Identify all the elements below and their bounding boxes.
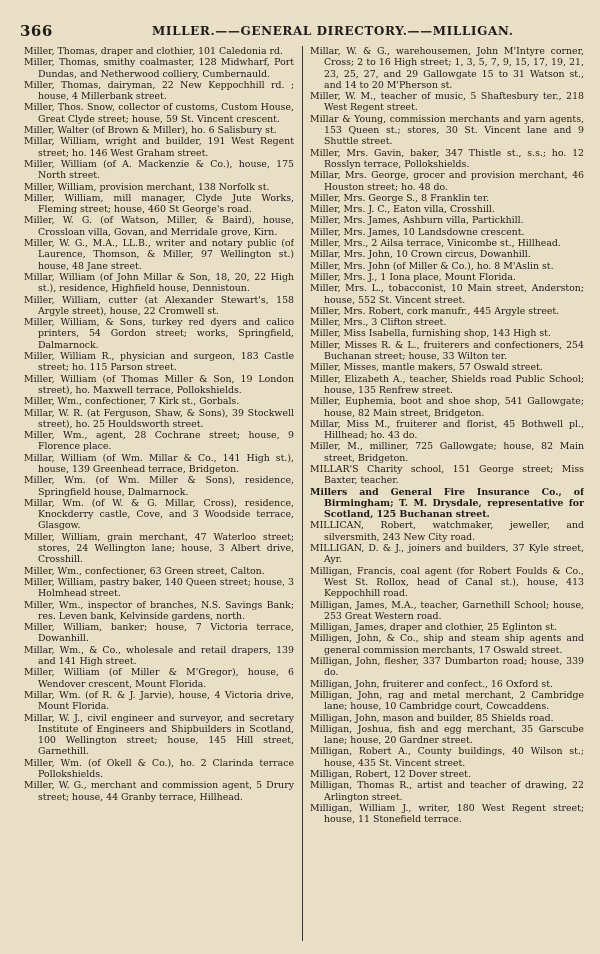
directory-entry: Miller, Wm. (of Okell & Co.), ho. 2 Clarinda terrace Pollokshields. <box>24 757 294 780</box>
running-head: MILLER.——GENERAL DIRECTORY.——MILLIGAN. <box>152 24 514 38</box>
directory-entry: Miller, Wm. (of Wm. Miller & Sons), residence, Springfield house, Dalmarnock. <box>24 475 294 498</box>
directory-entry: Millar, Wm. (of W. & G. Millar, Cross), residence, Knockderry castle, Cove, and 3 Woodside terrace, Glasgow. <box>24 497 294 532</box>
directory-entry: Milligen, John, & Co., ship and steam ship agents and general commission merchants, 17 Oswald street. <box>310 633 584 656</box>
directory-entry: Miller, William, pastry baker, 140 Queen street; house, 3 Holmhead street. <box>24 576 294 600</box>
directory-entry: Miller, M., milliner, 725 Gallowgate; house, 82 Main street, Bridgeton. <box>310 441 584 464</box>
directory-entry: Miller, Mrs. J., 1 Iona place, Mount Florida. <box>310 271 516 283</box>
page-header <box>0 0 600 40</box>
directory-entry: Miller, William, cutter (at Alexander Stewart's, 158 Argyle street), house, 22 Cromwell st. <box>24 294 294 317</box>
directory-entry: Millar, W. J., civil engineer and surveyor, and secretary Institute of Engineers and Shipbuilders in Scotland, 100 Wellington street; house, 145 Hill street, Garnethill. <box>24 712 294 758</box>
directory-entry: Milligan, John, flesher, 337 Dumbarton road; house, 339 do. <box>310 656 584 679</box>
directory-entry: MILLAR'S Charity school, 151 George street; Miss Baxter, teacher. <box>310 463 584 487</box>
directory-entry: Miller, Wm., agent, 28 Cochrane street; house, 9 Florence place. <box>24 430 294 453</box>
directory-entry: Milligan, John, mason and builder, 85 Shields road. <box>310 712 554 724</box>
directory-entry: Miller, William, mill manager, Clyde Jute Works, Fleming street; house, 460 St George's road. <box>24 192 294 216</box>
column-divider <box>302 46 303 941</box>
directory-entry: Millar & Young, commission merchants and yarn agents, 153 Queen st.; stores, 30 St. Vincent lane and 9 Shuttle street. <box>310 113 584 148</box>
directory-entry: Millar, Mrs. John, 10 Crown circus, Dowanhill. <box>310 249 531 261</box>
directory-entry: Millar, Mrs. George, grocer and provision merchant, 46 Houston street; ho. 48 do. <box>310 170 584 193</box>
directory-entry: Miller, Euphemia, boot and shoe shop, 541 Gallowgate; house, 82 Main street, Bridgeton. <box>310 396 584 419</box>
directory-entry: Miller, William, provision merchant, 138 Norfolk st. <box>24 181 270 193</box>
directory-entry: Miller, Wm., inspector of branches, N.S. Savings Bank; res. Leven bank, Kelvinside gardens, north. <box>24 599 294 622</box>
directory-entry: Miller, Misses, mantle makers, 57 Oswald street. <box>310 362 543 374</box>
directory-entry: Miller, Mrs., 2 Ailsa terrace, Vinicombe st., Hillhead. <box>310 238 561 250</box>
directory-entry: Milligan, James, draper and clothier, 25 Eglinton st. <box>310 622 557 634</box>
directory-entry: Miller, Mrs. J. C., Eaton villa, Crosshill. <box>310 204 495 216</box>
directory-entry: Milligan, Robert, 12 Dover street. <box>310 769 471 780</box>
directory-entry: Millers and General Fire Insurance Co., of Birmingham; T. M. Drysdale, representative for Scotland, 125 Buchanan street. <box>310 486 584 521</box>
directory-entry: Miller, William, banker; house, 7 Victoria terrace, Dowanhill. <box>24 622 294 645</box>
directory-entry: Miller, Mrs., 3 Clifton street. <box>310 317 447 329</box>
directory-entry: MILLIGAN, D. & J., joiners and builders, 37 Kyle street, Ayr. <box>310 543 584 566</box>
directory-entry: Miller, Mrs. John (of Miller & Co.), ho. 8 M'Aslin st. <box>310 260 554 272</box>
left-column <box>24 46 294 946</box>
directory-entry: Millar, W. R. (at Ferguson, Shaw, & Sons), 39 Stockwell street), ho. 25 Houldsworth street. <box>24 407 294 430</box>
directory-entry: Milligan, Francis, coal agent (for Robert Foulds & Co., West St. Rollox, head of Canal st.), house, 413 Keppochhill road. <box>310 565 584 600</box>
directory-entry: Millar, William (of John Millar & Son, 18, 20, 22 High st.), residence, Highfield house, Dennistoun. <box>24 271 294 295</box>
directory-entry: Millar, Miss M., fruiterer and florist, 45 Bothwell pl., Hillhead; ho. 43 do. <box>310 418 584 442</box>
directory-entry: Millar, William (of Wm. Millar & Co., 141 High st.), house, 139 Greenhead terrace, Bridgeton. <box>24 452 294 475</box>
right-column <box>310 46 584 946</box>
directory-entry: Miller, William (of Thomas Miller & Son, 19 London street), ho. Maxwell terrace, Pollokshields. <box>24 373 294 396</box>
directory-entry: Miller, Mrs. Gavin, baker, 347 Thistle st., s.s.; ho. 12 Rosslyn terrace, Pollokshields. <box>310 147 584 170</box>
directory-entry: Miller, Wm., confectioner, 63 Green street, Calton. <box>24 565 265 577</box>
directory-entry: Miller, Thomas, smithy coalmaster, 128 Midwharf, Port Dundas, and Netherwood colliery, Cumbernauld. <box>24 57 294 80</box>
directory-entry: Miller, W. G. (of Watson, Miller, & Baird), house, Crossloan villa, Govan, and Merridale grove, Kirn. <box>24 215 294 238</box>
directory-entry: Millar, Wm. (of R. & J. Jarvie), house, 4 Victoria drive, Mount Florida. <box>24 689 294 713</box>
directory-entry: Miller, Thomas, dairyman, 22 New Keppochhill rd. ; house, 4 Millerbank street. <box>24 79 294 103</box>
directory-entry: Millar, William, wright and builder, 191 West Regent street; ho. 146 West Graham street. <box>24 136 294 159</box>
directory-entry: Milligan, Joshua, fish and egg merchant, 35 Garscube lane; house, 20 Gardner street. <box>310 723 584 747</box>
directory-entry: Miller, Mrs. Robert, cork manufr., 445 Argyle street. <box>310 305 560 317</box>
directory-entry: Milligan, Robert A., County buildings, 40 Wilson st.; house, 435 St. Vincent street. <box>310 746 584 769</box>
directory-entry: Milligan, John, rag and metal merchant, 2 Cambridge lane; house, 10 Cambridge court, Cowcaddens. <box>310 689 584 713</box>
directory-entry: MILLICAN, Robert, watchmaker, jeweller, and silversmith, 243 New City road. <box>310 520 584 543</box>
directory-entry: Miller, William (of A. Mackenzie & Co.), house, 175 North street. <box>24 158 294 182</box>
directory-entry: Miller, W. G., M.A., LL.B., writer and notary public (of Laurence, Thomson, & Miller, 97 Wellington st.) house, 48 Jane street. <box>24 238 294 272</box>
directory-entry: Miller, W. G., merchant and commission agent, 5 Drury street; house, 44 Granby terrace, Hillhead. <box>24 780 294 803</box>
directory-entry: Miller, William R., physician and surgeon, 183 Castle street; ho. 115 Parson street. <box>24 351 294 374</box>
directory-entry: Milligan, Thomas R., artist and teacher of drawing, 22 Arlington street. <box>310 780 584 803</box>
directory-entry: Millar, W. & G., warehousemen, John M'Intyre corner, Cross; 2 to 16 High street; 1, 3, 5, 7, 9, 15, 17, 19, 21, 23, 25, 27, and 29 Gallowgate 15 to 31 Watson st., and 14 to 20 M'Pherson st. <box>310 46 584 91</box>
directory-entry: Miller, Misses R. & L., fruiterers and confectioners, 254 Buchanan street; house, 33 Wilton ter. <box>310 339 584 363</box>
directory-entry: Miller, Walter (of Brown & Miller), ho. 6 Salisbury st. <box>24 125 277 137</box>
directory-entry: Miller, Miss Isabella, furnishing shop, 143 High st. <box>310 328 551 340</box>
directory-entry: Miller, Mrs. L., tobacconist, 10 Main street, Anderston; house, 552 St. Vincent street. <box>310 283 584 306</box>
directory-entry: Miller, William (of Miller & M'Gregor), house, 6 Wendover crescent, Mount Florida. <box>24 667 294 690</box>
directory-entry: Milligan, William J., writer, 180 West Regent street; house, 11 Stonefield terrace. <box>310 802 584 826</box>
directory-entry: Miller, William, grain merchant, 47 Waterloo street; stores, 24 Wellington lane; house, 3 Albert drive, Crosshill. <box>24 531 294 566</box>
page-number: 366 <box>20 22 53 40</box>
directory-entry: Milligan, James, M.A., teacher, Garnethill School; house, 253 Great Western road. <box>310 599 584 622</box>
directory-entry: Miller, Mrs. James, Ashburn villa, Partickhill. <box>310 215 524 227</box>
directory-entry: Miller, William, & Sons, turkey red dyers and calico printers, 54 Gordon street; works, Springfield, Dalmarnock. <box>24 317 294 351</box>
directory-entry: Miller, Thos. Snow, collector of customs, Custom House, Great Clyde street; house, 59 St. Vincent crescent. <box>24 102 294 125</box>
directory-entry: Miller, Wm., confectioner, 7 Kirk st., Gorbals. <box>24 396 240 408</box>
directory-entry: Miller, Mrs. James, 10 Landsdowne crescent. <box>310 226 525 238</box>
directory-entry: Miller, Mrs. George S., 8 Franklin ter. <box>310 192 490 204</box>
directory-entry: Miller, Thomas, draper and clothier, 101 Caledonia rd. <box>24 46 283 57</box>
directory-entry: Miller, W. M., teacher of music, 5 Shaftesbury ter., 218 West Regent street. <box>310 91 584 114</box>
directory-entry: Millar, Wm., & Co., wholesale and retail drapers, 139 and 141 High street. <box>24 644 294 668</box>
directory-entry: Miller, Elizabeth A., teacher, Shields road Public School; house, 135 Renfrew street. <box>310 373 584 396</box>
directory-entry: Milligan, John, fruiterer and confect., 16 Oxford st. <box>310 678 553 690</box>
